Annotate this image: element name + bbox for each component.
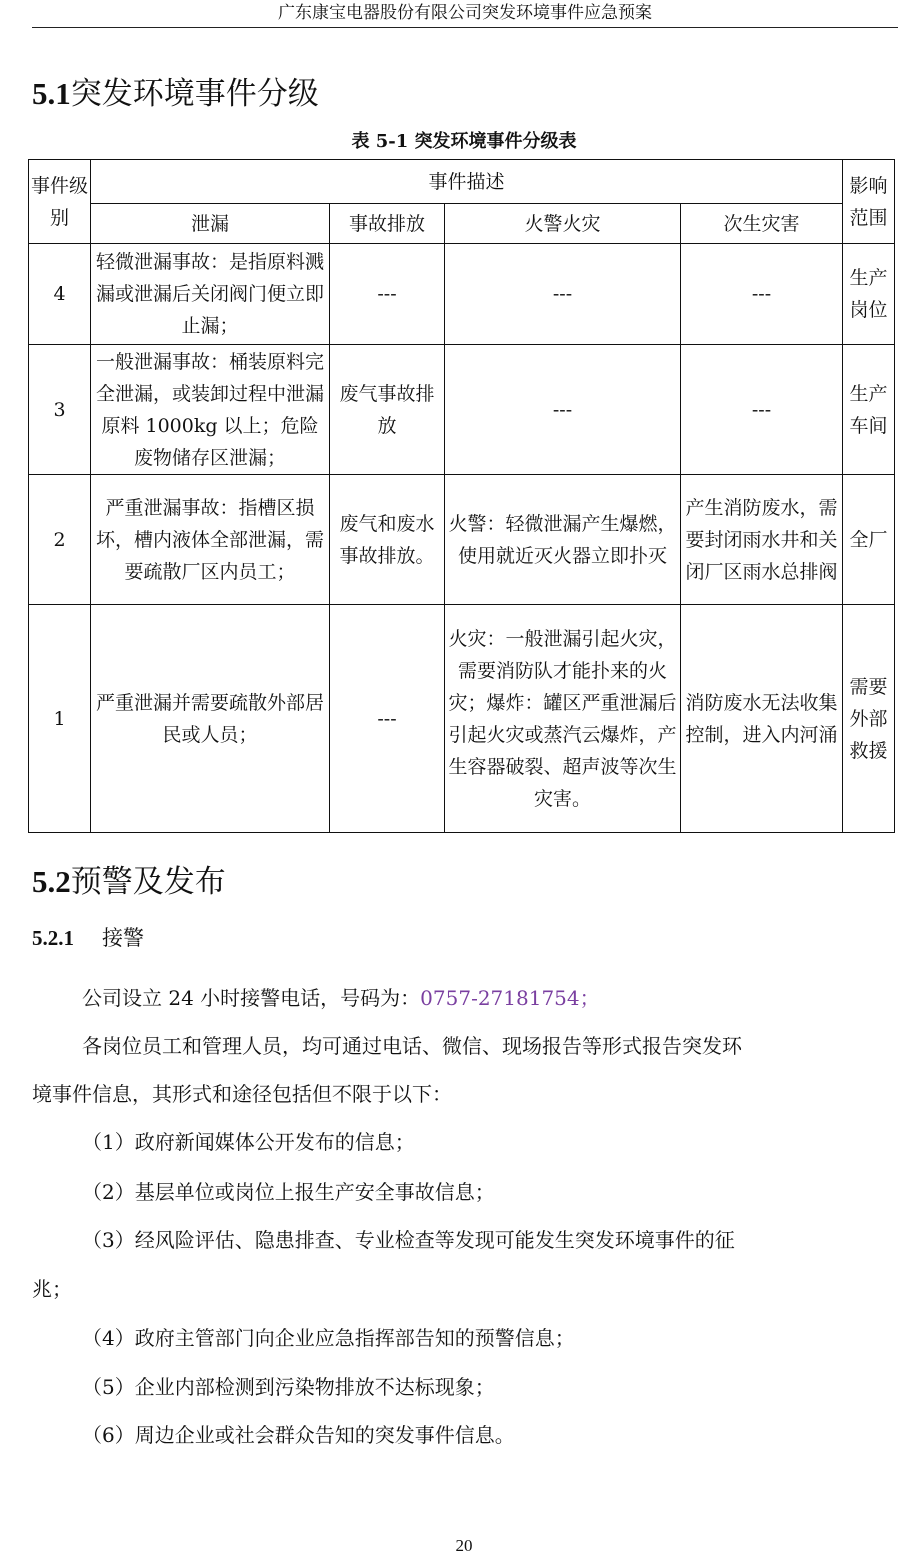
header-level: 事件级别 <box>29 160 91 244</box>
section-title: 预警及发布 <box>70 864 226 900</box>
section-5-1-heading <box>32 74 319 114</box>
cell-level: 1 <box>29 605 91 833</box>
cell-secondary: --- <box>681 244 843 345</box>
cell-scope: 需要外部救援 <box>843 605 895 833</box>
section-title: 突发环境事件分级 <box>70 76 319 112</box>
cell-accident: 废气和废水事故排放。 <box>330 475 445 605</box>
section-number: 5.1 <box>32 76 71 111</box>
table-row <box>29 244 895 345</box>
paragraph-report-line2: 境事件信息，其形式和途径包括但不限于以下： <box>32 1082 452 1106</box>
cell-level: 4 <box>29 244 91 345</box>
phone-number: 0757-27181754； <box>420 986 600 1010</box>
subsection-5-2-1-heading <box>32 922 144 952</box>
subsection-number: 5.2.1 <box>32 926 74 950</box>
table-caption: 表 5-1 突发环境事件分级表 <box>351 131 577 152</box>
header-leak: 泄漏 <box>91 204 330 244</box>
header-scope: 影响范围 <box>843 160 895 244</box>
subsection-title: 接警 <box>102 926 144 950</box>
cell-leak: 轻微泄漏事故：是指原料溅漏或泄漏后关闭阀门便立即止漏； <box>91 244 330 345</box>
cell-secondary: 产生消防废水，需要封闭雨水井和关闭厂区雨水总排阀 <box>681 475 843 605</box>
cell-accident: --- <box>330 244 445 345</box>
event-classification-table <box>28 159 895 833</box>
cell-leak: 严重泄漏事故：指槽区损坏，槽内液体全部泄漏，需要疏散厂区内员工； <box>91 475 330 605</box>
cell-accident: --- <box>330 605 445 833</box>
list-item: （4）政府主管部门向企业应急指挥部告知的预警信息； <box>82 1326 575 1350</box>
paragraph-text: 公司设立 24 小时接警电话，号码为： <box>82 986 421 1010</box>
cell-leak: 一般泄漏事故：桶装原料完全泄漏，或装卸过程中泄漏原料 1000kg 以上；危险废物储存区泄漏； <box>91 345 330 475</box>
cell-accident: 废气事故排放 <box>330 345 445 475</box>
header-fire: 火警火灾 <box>445 204 681 244</box>
cell-secondary: 消防废水无法收集控制，进入内河涌 <box>681 605 843 833</box>
header-description: 事件描述 <box>91 160 843 204</box>
cell-scope: 生产车间 <box>843 345 895 475</box>
list-item-continuation: 兆； <box>32 1277 72 1301</box>
paragraph-report-line1: 各岗位员工和管理人员，均可通过电话、微信、现场报告等形式报告突发环 <box>82 1034 742 1058</box>
cell-leak: 严重泄漏并需要疏散外部居民或人员； <box>91 605 330 833</box>
cell-scope: 生产岗位 <box>843 244 895 345</box>
cell-level: 2 <box>29 475 91 605</box>
table-row <box>29 605 895 833</box>
cell-scope: 全厂 <box>843 475 895 605</box>
header-secondary: 次生灾害 <box>681 204 843 244</box>
list-item: （5）企业内部检测到污染物排放不达标现象； <box>82 1375 495 1399</box>
section-5-2-heading <box>32 862 226 902</box>
list-item: （3）经风险评估、隐患排查、专业检查等发现可能发生突发环境事件的征 <box>82 1228 735 1252</box>
table-subheader-row <box>29 204 895 244</box>
page-header: 广东康宝电器股份有限公司突发环境事件应急预案 <box>32 0 898 28</box>
table-row <box>29 475 895 605</box>
section-number: 5.2 <box>32 864 71 899</box>
cell-level: 3 <box>29 345 91 475</box>
page-number: 20 <box>455 1536 473 1555</box>
list-item: （6）周边企业或社会群众告知的突发事件信息。 <box>82 1423 515 1447</box>
list-item: （2）基层单位或岗位上报生产安全事故信息； <box>82 1180 495 1204</box>
paragraph-phone <box>32 974 898 1022</box>
cell-fire: --- <box>445 244 681 345</box>
list-item: （1）政府新闻媒体公开发布的信息； <box>82 1130 415 1154</box>
cell-fire: 火灾：一般泄漏引起火灾，需要消防队才能扑来的火灾；爆炸：罐区严重泄漏后引起火灾或蒸汽云爆炸，产生容器破裂、超声波等次生灾害。 <box>445 605 681 833</box>
cell-fire: 火警：轻微泄漏产生爆燃，使用就近灭火器立即扑灭 <box>445 475 681 605</box>
table-header-row <box>29 160 895 204</box>
table-row <box>29 345 895 475</box>
header-accident: 事故排放 <box>330 204 445 244</box>
cell-fire: --- <box>445 345 681 475</box>
cell-secondary: --- <box>681 345 843 475</box>
